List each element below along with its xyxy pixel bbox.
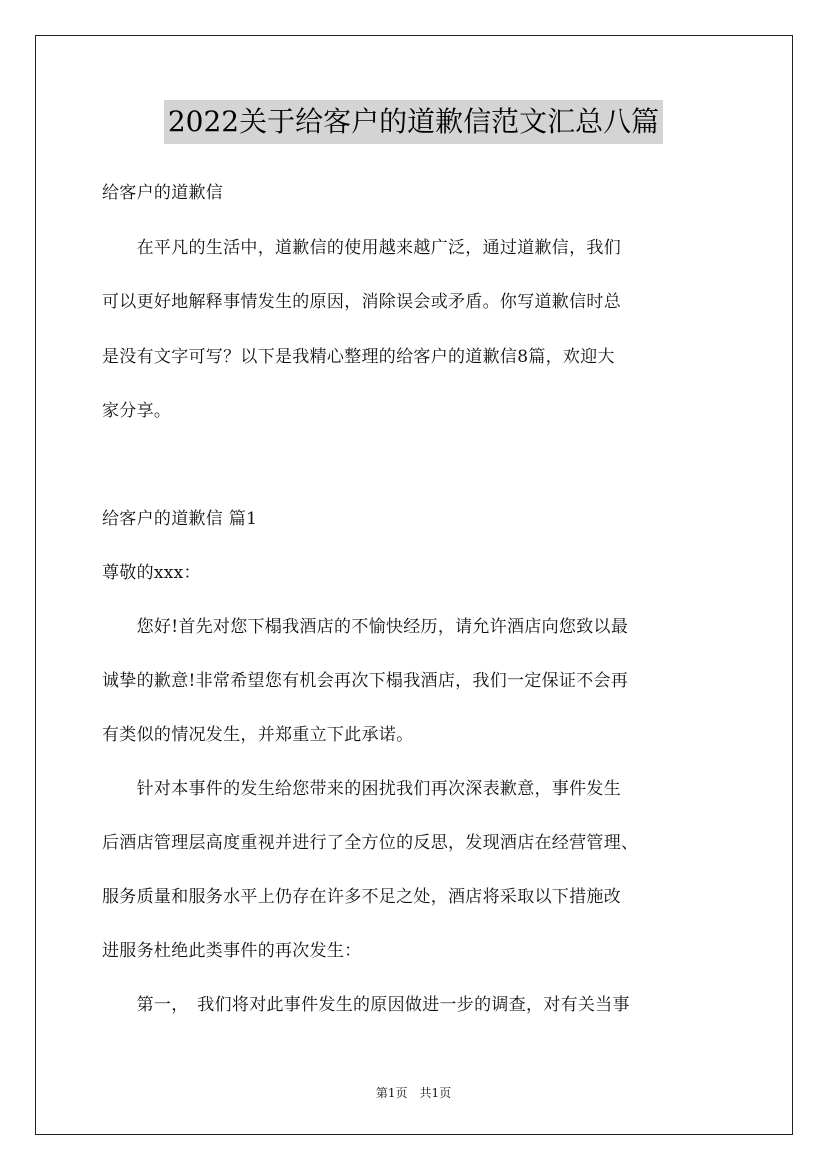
- page-footer: [0, 1084, 827, 1101]
- paragraph-line: 可以更好地解释事情发生的原因，消除误会或矛盾。你写道歉信时总: [102, 292, 621, 312]
- paragraph-line: 进服务杜绝此类事件的再次发生：: [102, 941, 362, 961]
- page-number: 第1页 共1页: [375, 1086, 452, 1100]
- paragraph-line: 您好!首先对您下榻我酒店的不愉快经历，请允许酒店向您致以最: [102, 617, 629, 637]
- paragraph-line: 服务质量和服务水平上仍存在许多不足之处，酒店将采取以下措施改: [102, 887, 621, 907]
- section-heading: 给客户的道歉信: [102, 183, 224, 203]
- section-heading: 给客户的道歉信 篇1: [102, 509, 258, 529]
- title-container: [0, 100, 827, 144]
- paragraph-line: 有类似的情况发生，并郑重立下此承诺。: [102, 725, 414, 745]
- paragraph-line: 第一， 我们将对此事件发生的原因做进一步的调查，对有关当事: [102, 995, 630, 1015]
- document-title: 2022关于给客户的道歉信范文汇总八篇: [164, 100, 663, 144]
- paragraph-line: 后酒店管理层高度重视并进行了全方位的反思，发现酒店在经营管理、: [102, 833, 639, 853]
- paragraph-line: 针对本事件的发生给您带来的困扰我们再次深表歉意，事件发生: [102, 779, 621, 799]
- paragraph-line: 是没有文字可写？以下是我精心整理的给客户的道歉信8篇，欢迎大: [102, 347, 615, 367]
- paragraph-line: 诚挚的歉意!非常希望您有机会再次下榻我酒店，我们一定保证不会再: [102, 671, 629, 691]
- paragraph-line: 在平凡的生活中，道歉信的使用越来越广泛，通过道歉信，我们: [102, 238, 621, 258]
- paragraph-line: 家分享。: [102, 401, 172, 421]
- salutation: 尊敬的xxx：: [102, 563, 201, 583]
